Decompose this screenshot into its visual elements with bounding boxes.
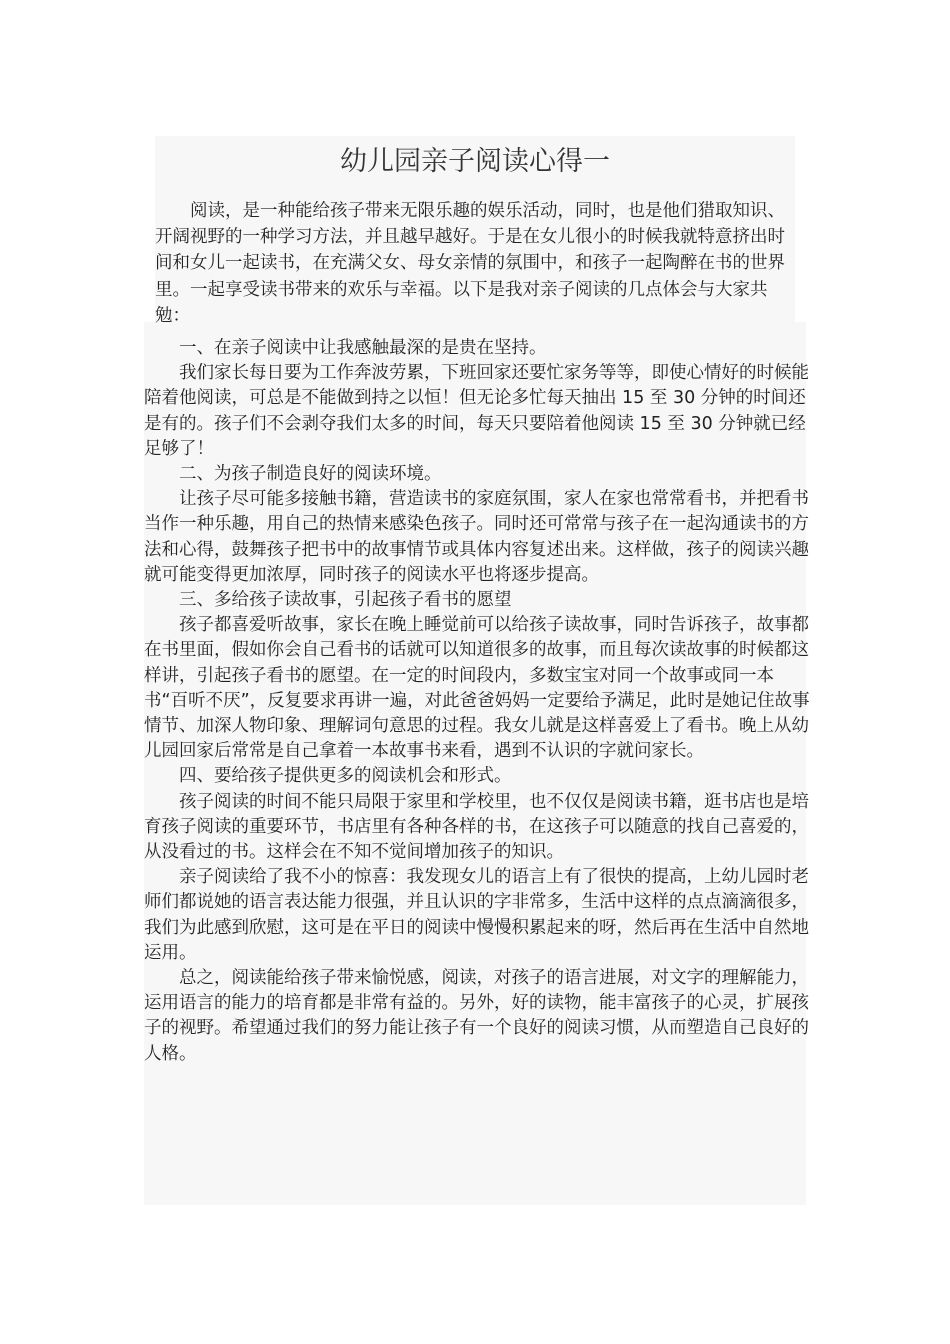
section-heading-3: 三、多给孩子读故事，引起孩子看书的愿望 <box>179 590 512 611</box>
body-paragraph: 我们家长每日要为工作奔波劳累，下班回家还要忙家务等等，即使心情好的时候能陪着他阅读，可总是不能做到持之以恒！但无论多忙每天抽出 15 至 30 分钟的时间还是有的。孩子们不会剥夺我们太多的时间，每天只要陪着他阅读 15 至 30 分钟就已经足够了！ <box>144 363 809 459</box>
document-body <box>144 336 812 1067</box>
section-heading-1: 一、在亲子阅读中让我感触最深的是贵在坚持。 <box>179 338 547 358</box>
conclusion-paragraph: 总之，阅读能给孩子带来愉悦感，阅读，对孩子的语言进展，对文字的理解能力，运用语言的能力的培育都是非常有益的。另外，好的读物，能丰富孩子的心灵，扩展孩子的视野。希望通过我们的努力能让孩子有一个良好的阅读习惯，从而塑造自己良好的人格。 <box>144 968 809 1064</box>
section-heading-4: 四、要给孩子提供更多的阅读机会和形式。 <box>179 766 512 787</box>
section-heading-2: 二、为孩子制造良好的阅读环境。 <box>179 464 442 485</box>
document-title: 幼儿园亲子阅读心得一 <box>340 146 610 177</box>
body-paragraph: 孩子阅读的时间不能只局限于家里和学校里，也不仅仅是阅读书籍，逛书店也是培育孩子阅读的重要环节，书店里有各种各样的书，在这孩子可以随意的找自己喜爱的，从没看过的书。这样会在不知不觉间增加孩子的知识。 <box>144 791 809 863</box>
intro-section <box>155 198 795 329</box>
body-paragraph: 让孩子尽可能多接触书籍，营造读书的家庭氛围，家人在家也常常看书，并把看书当作一种乐趣，用自己的热情来感染色孩子。同时还可常常与孩子在一起沟通读书的方法和心得，鼓舞孩子把书中的故事情节或具体内容复述出来。这样做，孩子的阅读兴趣就可能变得更加浓厚，同时孩子的阅读水平也将逐步提高。 <box>144 489 809 585</box>
body-paragraph: 亲子阅读给了我不小的惊喜：我发现女儿的语言上有了很快的提高，上幼儿园时老师们都说她的语言表达能力很强，并且认识的字非常多，生活中这样的点点滴滴很多，我们为此感到欣慰，这可是在平日的阅读中慢慢积累起来的呀，然后再在生活中自然地运用。 <box>144 867 809 963</box>
body-paragraph: 孩子都喜爱听故事，家长在晚上睡觉前可以给孩子读故事，同时告诉孩子，故事都在书里面，假如你会自己看书的话就可以知道很多的故事，而且每次读故事的时候都这样讲，引起孩子看书的愿望。在一定的时间段内，多数宝宝对同一个故事或同一本书“百听不厌”，反复要求再讲一遍，对此爸爸妈妈一定要给予满足，此时是她记住故事情节、加深人物印象、理解词句意思的过程。我女儿就是这样喜爱上了看书。晚上从幼儿园回家后常常是自己拿着一本故事书来看，遇到不认识的字就问家长。 <box>144 615 810 762</box>
intro-paragraph: 阅读，是一种能给孩子带来无限乐趣的娱乐活动，同时，也是他们猎取知识、开阔视野的一种学习方法，并且越早越好。于是在女儿很小的时候我就特意挤出时间和女儿一起读书，在充满父女、母女亲情的氛围中，和孩子一起陶醉在书的世界里。一起享受读书带来的欢乐与幸福。以下是我对亲子阅读的几点体会与大家共勉： <box>155 201 785 326</box>
